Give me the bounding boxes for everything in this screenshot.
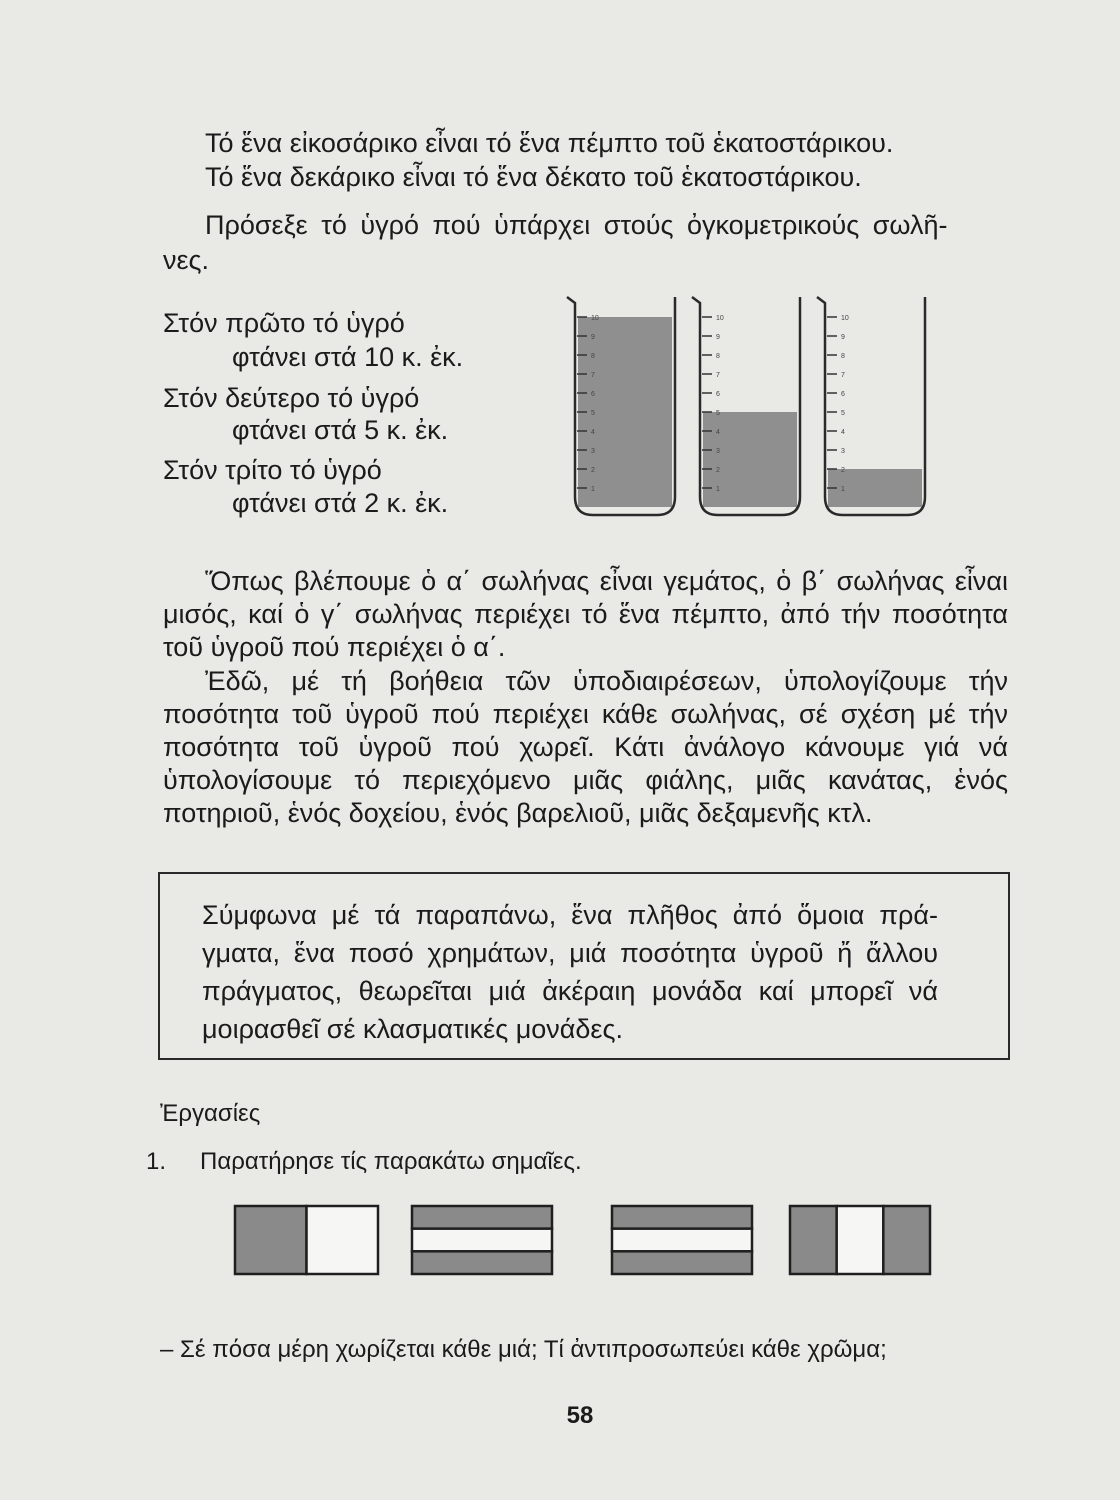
- rule-text: Σύμφωνα μέ τά παραπάνω, ἕνα πλῆθος ἀπό ὅμοια πρά- γματα, ἕνα ποσό χρημάτων, μιά ποσότητα ὑγροῦ ἤ ἄλλου πράγματος, θεωρεῖται μιά ἀκέραιη μονάδα καί μπορεῖ νά μοιρασθεῖ σέ κλασματικές μονάδες.: [202, 900, 938, 1044]
- tick-label: 4: [841, 429, 845, 436]
- exercise-question: – Σέ πόσα μέρη χωρίζεται κάθε μιά; Τί ἀντιπροσωπεύει κάθε χρῶμα;: [160, 1336, 887, 1363]
- graduated-cylinders: [560, 282, 930, 527]
- tick-label: 2: [716, 467, 720, 474]
- tick-label: 6: [591, 391, 595, 398]
- shaded-part: [235, 1206, 307, 1274]
- tick-label: 4: [591, 429, 595, 436]
- tube-3-label: Στόν τρίτο τό ὑγρό: [163, 455, 382, 485]
- exercise-1-text: Παρατήρησε τίς παρακάτω σημαῖες.: [200, 1148, 582, 1175]
- tick-label: 9: [591, 334, 595, 341]
- explanation-paragraph: Ὅπως βλέπουμε ὁ α΄ σωλήνας εἶναι γεμάτος, ὁ β΄ σωλήνας εἶναι μισός, καί ὁ γ΄ σωλήνας περιέχει τό ἕνα πέμπτο, ἀπό τήν ποσότητα τοῦ ὑγροῦ πού περιέχει ὁ α΄.: [163, 566, 1008, 662]
- flag-2: [412, 1206, 552, 1274]
- tube-1-label: Στόν πρῶτο τό ὑγρό: [163, 308, 405, 338]
- tick-label: 1: [841, 486, 845, 493]
- tick-label: 5: [841, 410, 845, 417]
- tube-3-level: φτάνει στά 2 κ. ἐκ.: [232, 488, 449, 518]
- shaded-part: [612, 1206, 752, 1229]
- tick-label: 8: [716, 353, 720, 360]
- white-part: [837, 1206, 884, 1274]
- tick-label: 2: [841, 467, 845, 474]
- flag-1: [235, 1206, 378, 1274]
- white-part: [307, 1206, 379, 1274]
- tick-label: 1: [716, 486, 720, 493]
- tick-label: 5: [716, 410, 720, 417]
- tick-label: 3: [841, 448, 845, 455]
- tick-label: 7: [591, 372, 595, 379]
- tick-label: 3: [591, 448, 595, 455]
- intro-line-1: Τό ἕνα εἰκοσάρικο εἶναι τό ἕνα πέμπτο τοῦ ἑκατοστάρικου.: [205, 128, 894, 158]
- tube-2-label: Στόν δεύτερο τό ὑγρό: [163, 383, 420, 413]
- exercises-heading: Ἐργασίες: [160, 1100, 261, 1127]
- tick-label: 8: [841, 353, 845, 360]
- tick-label: 6: [841, 391, 845, 398]
- tick-label: 6: [716, 391, 720, 398]
- observe-line-2: νες.: [163, 245, 210, 275]
- observe-line-1: Πρόσεξε τό ὑγρό πού ὑπάρχει στούς ὀγκομετρικούς σωλῆ-: [205, 210, 948, 240]
- shaded-part: [412, 1251, 552, 1274]
- white-part: [412, 1229, 552, 1252]
- page-number: 58: [566, 1402, 594, 1429]
- tick-label: 10: [591, 315, 599, 322]
- tube-2-level: φτάνει στά 5 κ. ἐκ.: [232, 415, 449, 445]
- rule-box: [158, 872, 1010, 1060]
- tick-label: 2: [591, 467, 595, 474]
- exercise-1-number: 1.: [146, 1148, 167, 1175]
- tick-label: 10: [841, 315, 849, 322]
- tick-label: 1: [591, 486, 595, 493]
- cylinder-2: [692, 297, 800, 515]
- tick-label: 8: [591, 353, 595, 360]
- shaded-part: [612, 1251, 752, 1274]
- tick-label: 7: [841, 372, 845, 379]
- tick-label: 10: [716, 315, 724, 322]
- tick-label: 5: [591, 410, 595, 417]
- cylinder-1: [567, 297, 675, 515]
- tick-label: 7: [716, 372, 720, 379]
- subdivisions-paragraph: Ἐδῶ, μέ τή βοήθεια τῶν ὑποδιαιρέσεων, ὑπολογίζουμε τήν ποσότητα τοῦ ὑγροῦ πού περιέχει κάθε σωλήνας, σέ σχέση μέ τήν ποσότητα τοῦ ὑγροῦ πού χωρεῖ. Κάτι ἀνάλογο κάνουμε γιά νά ὑπολογίσουμε τό περιεχόμενο μιᾶς φιάλης, μιᾶς κανάτας, ἑνός ποτηριοῦ, ἑνός δοχείου, ἑνός βαρελιοῦ, μιᾶς δεξαμενῆς κτλ.: [163, 666, 1008, 828]
- shaded-part: [883, 1206, 930, 1274]
- tube-1-level: φτάνει στά 10 κ. ἐκ.: [232, 342, 464, 372]
- cylinder-3: [817, 297, 925, 515]
- tick-label: 9: [716, 334, 720, 341]
- shaded-part: [790, 1206, 837, 1274]
- tick-label: 3: [716, 448, 720, 455]
- tick-label: 9: [841, 334, 845, 341]
- flags-row: [230, 1198, 940, 1298]
- white-part: [612, 1229, 752, 1252]
- shaded-part: [412, 1206, 552, 1229]
- flag-3: [612, 1206, 752, 1274]
- intro-line-2: Τό ἕνα δεκάρικο εἶναι τό ἕνα δέκατο τοῦ ἑκατοστάρικου.: [205, 162, 862, 192]
- flag-4: [790, 1206, 930, 1274]
- tick-label: 4: [716, 429, 720, 436]
